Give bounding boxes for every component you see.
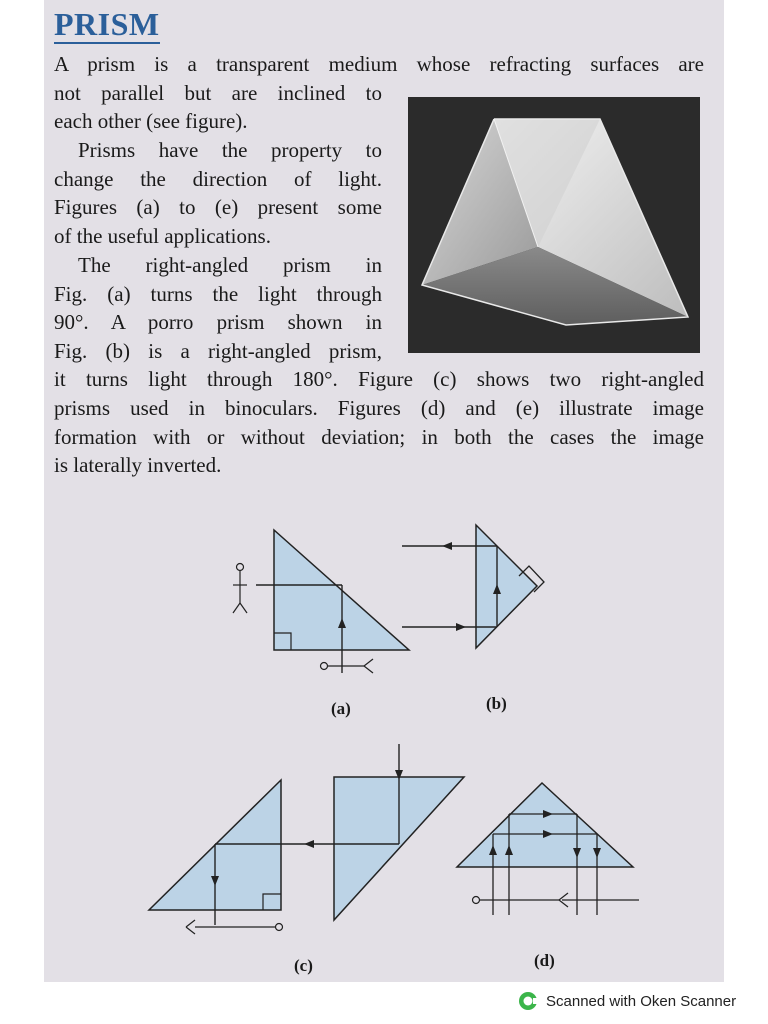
text-line: of the useful applications. xyxy=(54,223,271,248)
figure-label-d: (d) xyxy=(534,951,555,970)
figure-a-right-angle-prism xyxy=(224,525,424,685)
text-line: each other (see figure). xyxy=(54,109,248,134)
figure-c-binocular-prisms xyxy=(144,740,474,945)
paragraph-intro-cont xyxy=(54,79,382,136)
text-line: change the direction of light. xyxy=(54,166,382,191)
text-line: Prisms have the property to xyxy=(78,138,382,162)
figure-b-porro-prism xyxy=(400,520,560,660)
text-line: 90°. A porro prism shown in xyxy=(54,310,382,335)
paragraph-applications-cont xyxy=(54,365,704,479)
page-title: PRISM xyxy=(54,6,160,42)
scanner-watermark xyxy=(518,990,736,1012)
text-line: not parallel but are inclined to xyxy=(54,80,382,105)
figure-label-a: (a) xyxy=(331,699,351,718)
figure-d-image-formation xyxy=(449,770,639,920)
text-line: Figures (a) to (e) present some xyxy=(54,195,382,220)
text-line: Fig. (b) is a right-angled prism, xyxy=(54,338,382,363)
paragraph-applications xyxy=(54,251,382,365)
text-line: Fig. (a) turns the light through xyxy=(54,281,382,306)
scanned-page xyxy=(44,0,724,982)
figure-label-c: (c) xyxy=(294,956,313,975)
prism-photo-illustration xyxy=(408,97,700,353)
paragraph-property xyxy=(54,136,382,250)
scanner-label: Scanned with Oken Scanner xyxy=(546,992,737,1010)
text-line: prisms used in binoculars. Figures (d) and (e) illustrate image xyxy=(54,395,704,420)
figure-label-b: (b) xyxy=(486,694,507,713)
text-line: is laterally inverted. xyxy=(54,453,222,478)
text-line: it turns light through 180°. Figure (c) shows two right-angled xyxy=(54,367,704,392)
text-line: A prism is a transparent medium whose refracting surfaces are xyxy=(54,52,704,76)
text-line: The right-angled prism in xyxy=(78,253,382,277)
paragraph-intro xyxy=(54,50,704,79)
text-line: formation with or without deviation; in both the cases the image xyxy=(54,424,704,449)
prism-photo xyxy=(408,97,700,353)
scanner-logo-icon xyxy=(518,991,538,1011)
